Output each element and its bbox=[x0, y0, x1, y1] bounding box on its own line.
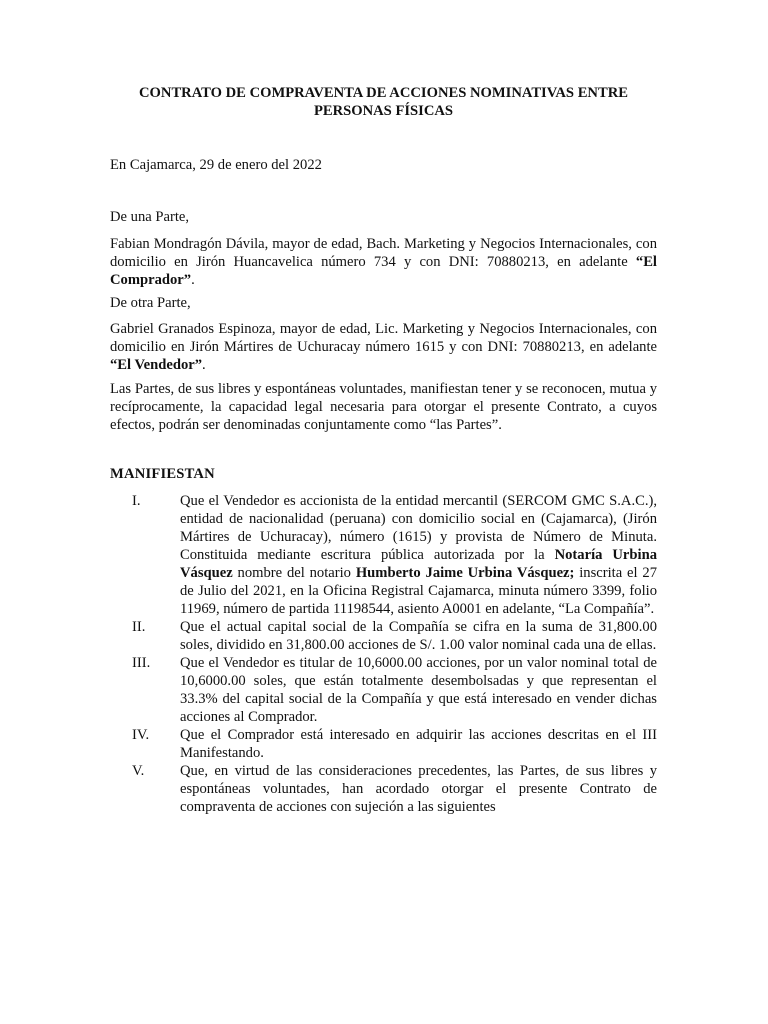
party1-end: . bbox=[191, 272, 195, 288]
party2-end: . bbox=[202, 357, 206, 373]
title-line-1: CONTRATO DE COMPRAVENTA DE ACCIONES NOMINATIVAS ENTRE bbox=[139, 85, 628, 101]
document-title bbox=[110, 84, 657, 120]
party1-role: “El Comprador” bbox=[110, 254, 657, 288]
item-number: V. bbox=[132, 763, 145, 779]
party2-heading: De otra Parte, bbox=[110, 295, 191, 311]
manifiestan-list bbox=[110, 492, 657, 816]
item-text: Que el Comprador está interesado en adquirir las acciones descritas en el III Manifestando. bbox=[180, 727, 657, 761]
list-item bbox=[110, 654, 657, 726]
item-text: Que el Vendedor es titular de 10,6000.00 acciones, por un valor nominal total de 10,6000.00 soles, que están totalmente desembolsadas y que representan el 33.3% del capital social de la Compañía y que está interesado en vender dichas acciones al Comprador. bbox=[180, 655, 657, 725]
list-item bbox=[110, 492, 657, 618]
item-number: I. bbox=[132, 493, 141, 509]
item-number: III. bbox=[132, 655, 151, 671]
title-line-2: PERSONAS FÍSICAS bbox=[313, 103, 454, 119]
list-item bbox=[110, 762, 657, 816]
item-text: Que, en virtud de las consideraciones precedentes, las Partes, de sus libres y espontáneas voluntades, han acordado otorgar el presente Contrato de compraventa de acciones con sujeción a las siguientes bbox=[180, 763, 657, 815]
item-text-part: nombre del notario bbox=[232, 565, 356, 581]
item-text: Que el actual capital social de la Compañía se cifra en la suma de 31,800.00 soles, dividido en 31,800.00 acciones de S/. 1.00 valor nominal cada una de ellas. bbox=[180, 619, 657, 653]
item-number: II. bbox=[132, 619, 146, 635]
parties-paragraph: Las Partes, de sus libres y espontáneas voluntades, manifiestan tener y se reconocen, mutua y recíprocamente, la capacidad legal necesaria para otorgar el presente Contrato, a cuyos efectos, podrán ser denominadas conjuntamente como “las Partes”. bbox=[110, 381, 657, 433]
notary-name: Notaría Urbina Vásquez bbox=[180, 547, 657, 581]
party2-role: “El Vendedor” bbox=[110, 357, 203, 373]
section-heading: MANIFIESTAN bbox=[110, 466, 215, 482]
place-date: En Cajamarca, 29 de enero del 2022 bbox=[110, 157, 322, 173]
list-item bbox=[110, 726, 657, 762]
list-item bbox=[110, 618, 657, 654]
notary-person-name: Humberto Jaime Urbina Vásquez; bbox=[355, 565, 575, 581]
party1-paragraph bbox=[110, 235, 657, 289]
item-number: IV. bbox=[132, 727, 150, 743]
item-text bbox=[180, 492, 657, 618]
party2-text: Gabriel Granados Espinoza, mayor de edad, Lic. Marketing y Negocios Internacionales, con domicilio en Jirón Mártires de Uchuracay número 1615 y con DNI: 70880213, en adelante bbox=[110, 321, 657, 355]
item-text-part: Que el Vendedor es accionista de la entidad mercantil (SERCOM GMC S.A.C.), entidad de nacionalidad (peruana) con domicilio social en (Cajamarca), (Jirón Mártires de Uchuracay), número (1615) y provista de Número de Minuta. Constituida mediante escritura pública autorizada por la bbox=[180, 493, 657, 563]
item-text-part: inscrita el 27 de Julio del 2021, en la Oficina Registral Cajamarca, minuta número 3399, folio 11969, número de partida 11198544, asiento A0001 en adelante, “La Compañía”. bbox=[180, 565, 657, 617]
party1-heading: De una Parte, bbox=[110, 209, 190, 225]
party2-paragraph bbox=[110, 320, 657, 374]
party1-text: Fabian Mondragón Dávila, mayor de edad, Bach. Marketing y Negocios Internacionales, con domicilio en Jirón Huancavelica número 734 y con DNI: 70880213, en adelante bbox=[110, 236, 657, 270]
